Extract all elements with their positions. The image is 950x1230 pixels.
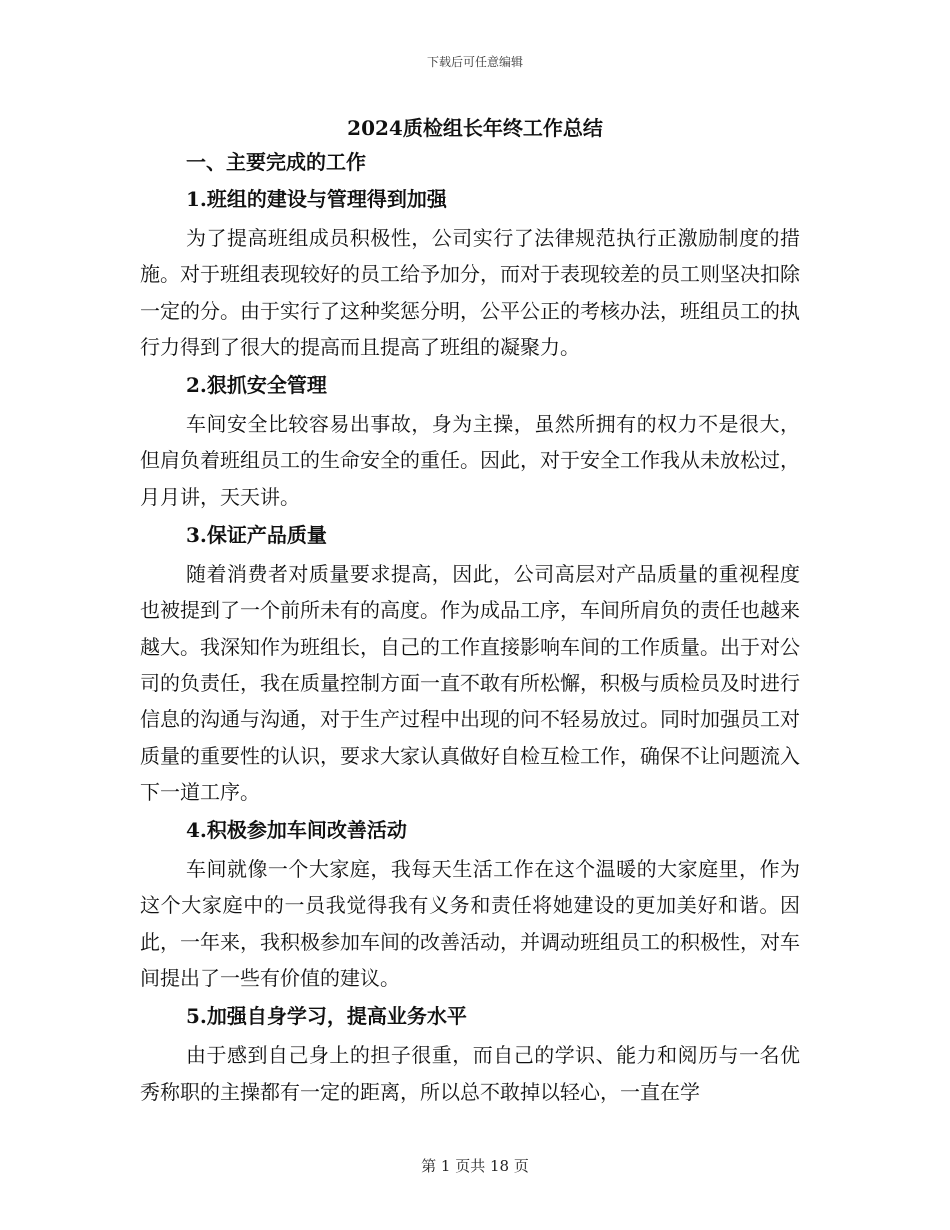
item-heading-5: 5.加强自身学习，提高业务水平 [186,1004,467,1029]
item-heading-1: 1.班组的建设与管理得到加强 [186,187,447,211]
page-number-footer: 第 1 页共 18 页 [421,1157,529,1175]
document-title: 2024质检组长年终工作总结 [347,116,603,140]
section-heading: 一、主要完成的工作 [186,150,366,174]
item-paragraph-1: 为了提高班组成员积极性，公司实行了法律规范执行正激励制度的措施。对于班组表现较好的员工给予加分，而对于表现较差的员工则坚决扣除一定的分。由于实行了这种奖惩分明，公平公正的考核办法，班组员工的执行力得到了很大的提高而且提高了班组的凝聚力。 [140,226,800,359]
item-heading-4: 4.积极参加车间改善活动 [186,818,407,843]
document-body [140,145,800,1113]
item-heading-2: 2.狠抓安全管理 [186,373,327,398]
item-paragraph-4: 车间就像一个大家庭，我每天生活工作在这个温暖的大家庭里，作为这个大家庭中的一员我觉得我有义务和责任将她建设的更加美好和谐。因此，一年来，我积极参加车间的改善活动，并调动班组员工的积极性，对车间提出了一些有价值的建议。 [140,857,800,991]
item-paragraph-3: 随着消费者对质量要求提高，因此，公司高层对产品质量的重视程度也被提到了一个前所未有的高度。作为成品工序，车间所肩负的责任也越来越大。我深知作为班组长，自己的工作直接影响车间的工作质量。出于对公司的负责任，我在质量控制方面一直不敢有所松懈，积极与质检员及时进行信息的沟通与沟通，对于生产过程中出现的问不轻易放过。同时加强员工对质量的重要性的认识，要求大家认真做好自检互检工作，确保不让问题流入下一道工序。 [140,562,800,804]
page-header: 下载后可任意编辑 [426,55,523,69]
item-paragraph-2: 车间安全比较容易出事故，身为主操，虽然所拥有的权力不是很大，但肩负着班组员工的生命安全的重任。因此，对于安全工作我从未放松过，月月讲，天天讲。 [140,412,800,509]
item-paragraph-5: 由于感到自己身上的担子很重，而自己的学识、能力和阅历与一名优秀称职的主操都有一定的距离，所以总不敢掉以轻心，一直在学 [140,1043,800,1104]
item-heading-3: 3.保证产品质量 [186,523,327,548]
